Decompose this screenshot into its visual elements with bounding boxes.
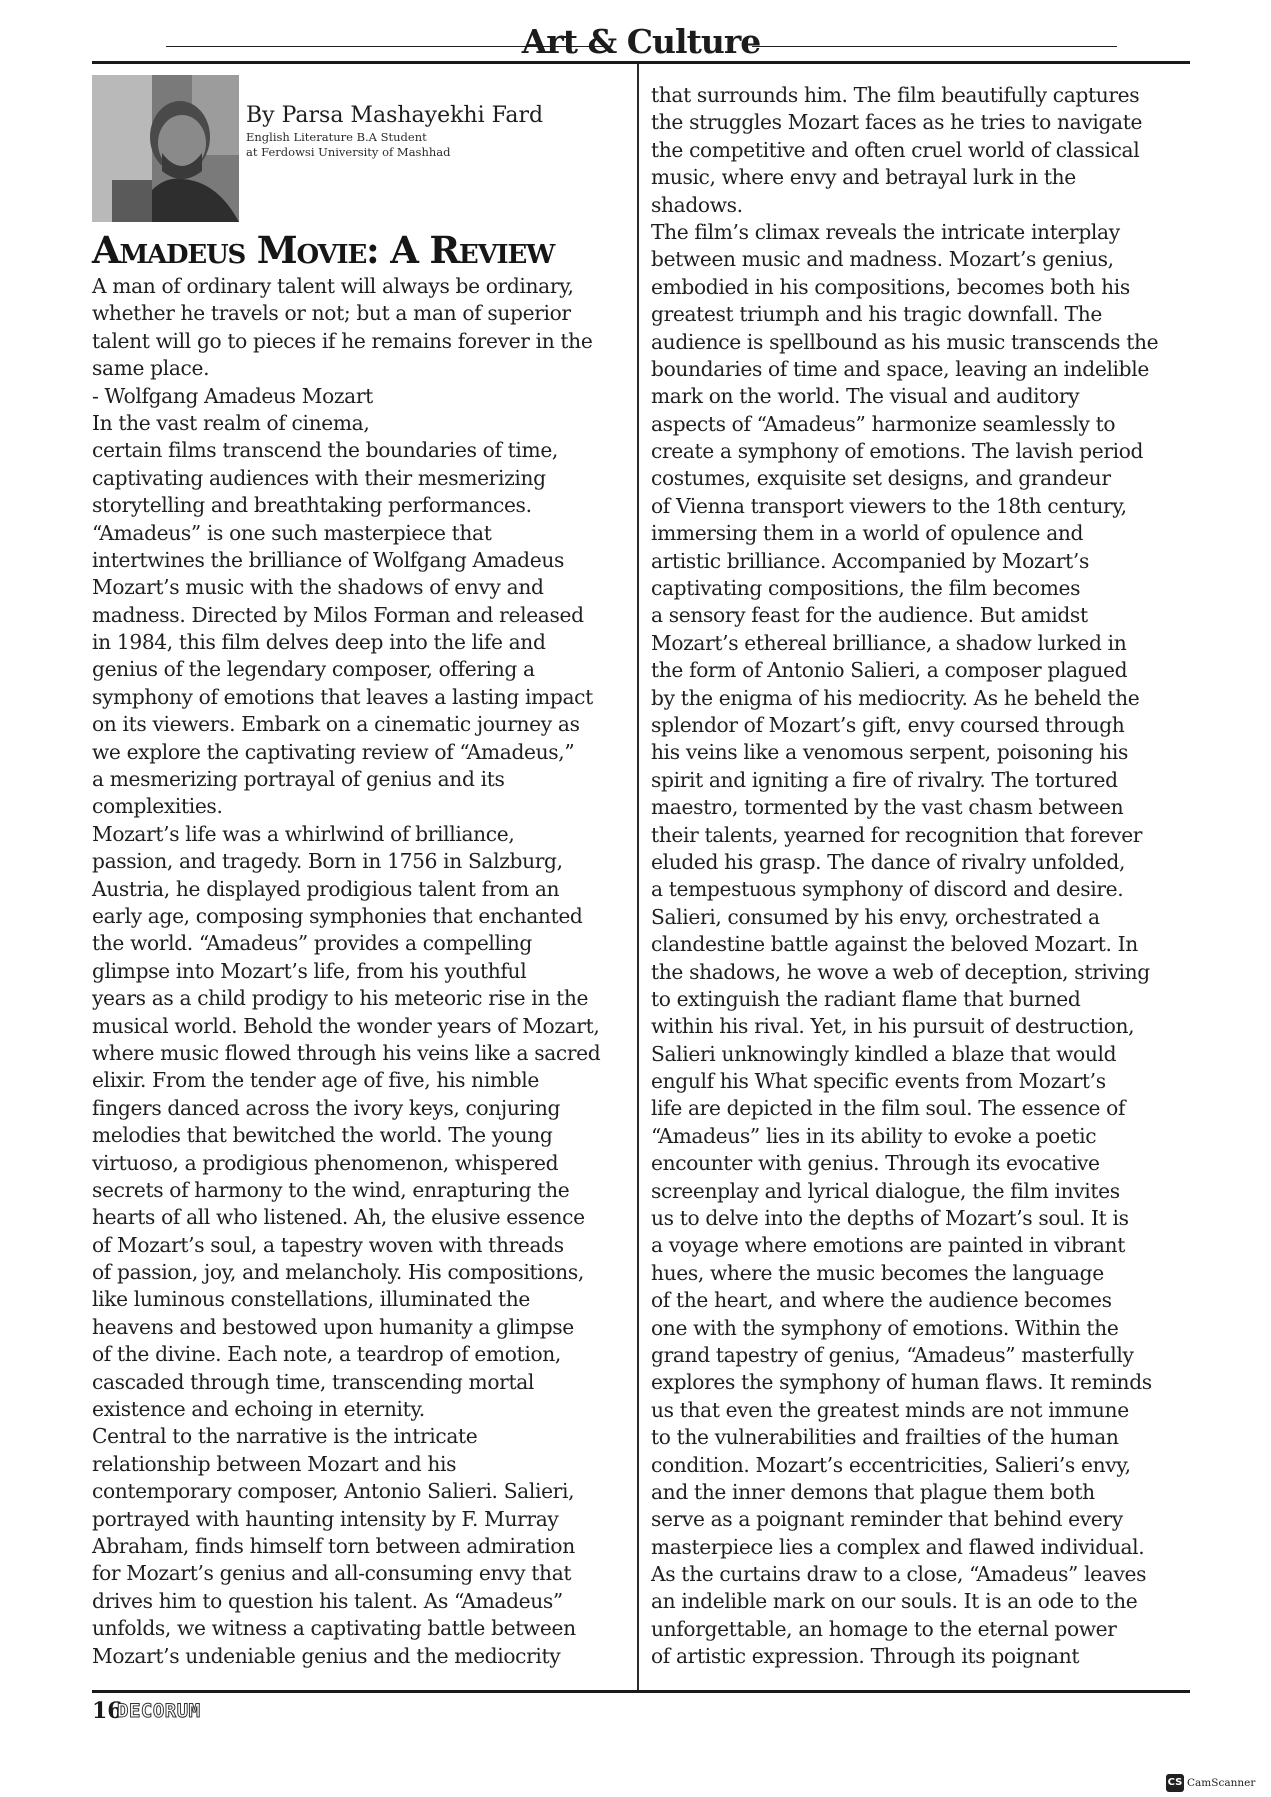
body-text-line: relationship between Mozart and his (92, 1451, 457, 1476)
body-text-line: unforgettable, an homage to the eternal power (651, 1616, 1117, 1641)
body-text-line: life are depicted in the film soul. The essence of (651, 1096, 1126, 1121)
body-text-line: secrets of harmony to the wind, enrapturing the (92, 1177, 570, 1202)
body-text-line: a mesmerizing portrayal of genius and its (92, 767, 505, 792)
body-text-line: for Mozart’s genius and all-consuming envy that (92, 1561, 572, 1586)
article-right-column (651, 82, 1189, 1671)
section-header (92, 22, 1190, 62)
body-text-line: the shadows, he wove a web of deception, striving (651, 959, 1150, 984)
body-text-line: hues, where the music becomes the language (651, 1260, 1104, 1285)
body-text-line: early age, composing symphonies that enchanted (92, 903, 583, 928)
body-text-line: of the divine. Each note, a teardrop of emotion, (92, 1342, 561, 1367)
body-text-line: passion, and tragedy. Born in 1756 in Salzburg, (92, 849, 563, 874)
body-text-line: a sensory feast for the audience. But amidst (651, 603, 1088, 628)
body-text-line: one with the symphony of emotions. Within the (651, 1315, 1119, 1340)
body-text-line: Mozart’s ethereal brilliance, a shadow lurked in (651, 630, 1127, 655)
camscanner-icon: CS (1166, 1774, 1184, 1792)
body-text-line: artistic brilliance. Accompanied by Mozart’s (651, 548, 1090, 573)
body-text-line: audience is spellbound as his music transcends the (651, 329, 1159, 354)
body-text-line: us that even the greatest minds are not immune (651, 1397, 1129, 1422)
body-text-line: years as a child prodigy to his meteoric rise in the (92, 986, 589, 1011)
page-number: 16 (92, 1698, 123, 1724)
body-text-line: shadows. (651, 192, 743, 217)
body-text-line: elixir. From the tender age of five, his nimble (92, 1068, 540, 1093)
body-text-line: captivating audiences with their mesmerizing (92, 465, 546, 490)
body-text-line: between music and madness. Mozart’s genius, (651, 247, 1114, 272)
body-text-line: create a symphony of emotions. The lavish period (651, 439, 1144, 464)
affiliation-line: English Literature B.A Student (246, 130, 427, 144)
body-text-line: we explore the captivating review of “Amadeus,” (92, 739, 575, 764)
brand-wordmark: DECORUM (117, 1700, 201, 1722)
column-divider (637, 64, 639, 1690)
body-text-line: the struggles Mozart faces as he tries to navigate (651, 110, 1143, 135)
body-text-line: Mozart’s undeniable genius and the mediocrity (92, 1643, 561, 1668)
body-text-line: music, where envy and betrayal lurk in the (651, 165, 1076, 190)
author-portrait-icon (92, 75, 239, 222)
body-text-line: melodies that bewitched the world. The young (92, 1123, 553, 1148)
body-text-line: their talents, yearned for recognition that forever (651, 822, 1143, 847)
body-text-line: within his rival. Yet, in his pursuit of destruction, (651, 1014, 1135, 1039)
body-text-line: same place. (92, 356, 210, 381)
body-text-line: serve as a poignant reminder that behind every (651, 1507, 1123, 1532)
body-text-line: a tempestuous symphony of discord and desire. (651, 877, 1124, 902)
body-text-line: Central to the narrative is the intricate (92, 1424, 478, 1449)
body-text-line: grand tapestry of genius, “Amadeus” masterfully (651, 1342, 1134, 1367)
header-divider (92, 61, 1190, 64)
body-text-line: Salieri unknowingly kindled a blaze that would (651, 1041, 1117, 1066)
body-text-line: of artistic expression. Through its poignant (651, 1644, 1080, 1669)
body-text-line: spirit and igniting a fire of rivalry. The tortured (651, 767, 1118, 792)
body-text-line: storytelling and breathtaking performances. (92, 493, 532, 518)
body-text-line: by the enigma of his mediocrity. As he beheld the (651, 685, 1140, 710)
body-text-line: of Vienna transport viewers to the 18th century, (651, 493, 1127, 518)
body-text-line: In the vast realm of cinema, (92, 410, 370, 435)
body-text-line: that surrounds him. The film beautifully captures (651, 83, 1140, 107)
body-text-line: portrayed with haunting intensity by F. Murray (92, 1506, 559, 1531)
body-text-line: a voyage where emotions are painted in vibrant (651, 1233, 1125, 1258)
body-text-line: an indelible mark on our souls. It is an ode to the (651, 1589, 1138, 1614)
body-text-line: explores the symphony of human flaws. It reminds (651, 1370, 1152, 1395)
body-text-line: complexities. (92, 794, 223, 819)
body-text-line: certain films transcend the boundaries of time, (92, 438, 559, 463)
body-text-line: As the curtains draw to a close, “Amadeus” leaves (651, 1562, 1147, 1587)
body-text-line: boundaries of time and space, leaving an indelible (651, 356, 1149, 381)
body-text-line: and the inner demons that plague them both (651, 1479, 1095, 1504)
scanner-label: CamScanner (1187, 1777, 1256, 1789)
body-text-line: the world. “Amadeus” provides a compelling (92, 931, 532, 956)
footer-divider (92, 1690, 1190, 1693)
body-text-line: us to delve into the depths of Mozart’s soul. It is (651, 1206, 1129, 1231)
body-text-line: symphony of emotions that leaves a lasting impact (92, 684, 593, 709)
body-text-line: Mozart’s music with the shadows of envy and (92, 575, 544, 600)
author-byline: By Parsa Mashayekhi Fard (246, 103, 544, 128)
author-photo (92, 75, 239, 222)
body-text-line: eluded his grasp. The dance of rivalry unfolded, (651, 849, 1126, 874)
body-text-line: the competitive and often cruel world of classical (651, 137, 1140, 162)
author-affiliation (246, 130, 450, 160)
body-text-line: existence and echoing in eternity. (92, 1397, 425, 1422)
body-text-line: encounter with genius. Through its evocative (651, 1151, 1100, 1176)
body-text-line: “Amadeus” lies in its ability to evoke a poetic (651, 1123, 1097, 1148)
body-text-line: of Mozart’s soul, a tapestry woven with threads (92, 1232, 564, 1257)
body-text-line: whether he travels or not; but a man of superior (92, 301, 571, 326)
body-text-line: Abraham, finds himself torn between admiration (92, 1533, 575, 1558)
body-text-line: Mozart’s life was a whirlwind of brilliance, (92, 821, 515, 846)
body-text-line: in 1984, this film delves deep into the life and (92, 630, 546, 655)
body-text-line: fingers danced across the ivory keys, conjuring (92, 1095, 561, 1120)
body-text-line: virtuoso, a prodigious phenomenon, whispered (92, 1150, 559, 1175)
body-text-line: to extinguish the radiant flame that burned (651, 986, 1081, 1011)
body-text-line: mark on the world. The visual and auditory (651, 384, 1080, 409)
body-text-line: on its viewers. Embark on a cinematic journey as (92, 712, 580, 737)
body-text-line: the form of Antonio Salieri, a composer plagued (651, 658, 1128, 683)
body-text-line: intertwines the brilliance of Wolfgang Amadeus (92, 547, 565, 572)
body-text-line: like luminous constellations, illuminated the (92, 1287, 530, 1312)
affiliation-line: at Ferdowsi University of Mashhad (246, 145, 451, 159)
body-text-line: glimpse into Mozart’s life, from his youthful (92, 958, 527, 983)
article-title: Amadeus Movie: A Review (92, 228, 555, 272)
body-text-line: A man of ordinary talent will always be ordinary, (92, 274, 574, 298)
body-text-line: where music flowed through his veins like a sacred (92, 1040, 601, 1065)
body-text-line: maestro, tormented by the vast chasm between (651, 795, 1124, 820)
body-text-line: of the heart, and where the audience becomes (651, 1288, 1112, 1313)
body-text-line: madness. Directed by Milos Forman and released (92, 602, 584, 627)
article-left-column (92, 273, 630, 1670)
body-text-line: heavens and bestowed upon humanity a glimpse (92, 1314, 574, 1339)
body-text-line: talent will go to pieces if he remains forever in the (92, 328, 593, 353)
body-text-line: cascaded through time, transcending mortal (92, 1369, 534, 1394)
body-text-line: embodied in his compositions, becomes both his (651, 274, 1130, 299)
body-text-line: hearts of all who listened. Ah, the elusive essence (92, 1205, 585, 1230)
body-text-line: his veins like a venomous serpent, poisoning his (651, 740, 1129, 765)
body-text-line: - Wolfgang Amadeus Mozart (92, 383, 373, 408)
body-text-line: condition. Mozart’s eccentricities, Salieri’s envy, (651, 1452, 1131, 1477)
body-text-line: contemporary composer, Antonio Salieri. Salieri, (92, 1479, 575, 1504)
body-text-line: splendor of Mozart’s gift, envy coursed through (651, 712, 1125, 737)
body-text-line: genius of the legendary composer, offering a (92, 657, 535, 682)
body-text-line: captivating compositions, the film becomes (651, 576, 1081, 601)
body-text-line: engulf his What specific events from Mozart’s (651, 1069, 1106, 1094)
section-title: Art & Culture (521, 22, 761, 61)
body-text-line: Salieri, consumed by his envy, orchestrated a (651, 904, 1100, 929)
body-text-line: to the vulnerabilities and frailties of the human (651, 1425, 1119, 1450)
body-text-line: screenplay and lyrical dialogue, the film invites (651, 1178, 1120, 1203)
body-text-line: unfolds, we witness a captivating battle between (92, 1616, 576, 1641)
body-text-line: drives him to question his talent. As “Amadeus” (92, 1588, 563, 1613)
body-text-line: immersing them in a world of opulence and (651, 521, 1084, 546)
body-text-line: greatest triumph and his tragic downfall. The (651, 302, 1102, 327)
body-text-line: aspects of “Amadeus” harmonize seamlessly to (651, 411, 1116, 436)
body-text-line: clandestine battle against the beloved Mozart. In (651, 932, 1138, 957)
body-text-line: “Amadeus” is one such masterpiece that (92, 520, 492, 545)
scanner-watermark (1166, 1774, 1255, 1792)
body-text-line: Austria, he displayed prodigious talent from an (92, 876, 560, 901)
body-text-line: masterpiece lies a complex and flawed individual. (651, 1534, 1145, 1559)
body-text-line: of passion, joy, and melancholy. His compositions, (92, 1260, 584, 1285)
body-text-line: costumes, exquisite set designs, and grandeur (651, 466, 1111, 491)
body-text-line: musical world. Behold the wonder years of Mozart, (92, 1013, 600, 1038)
body-text-line: The film’s climax reveals the intricate interplay (651, 219, 1120, 244)
